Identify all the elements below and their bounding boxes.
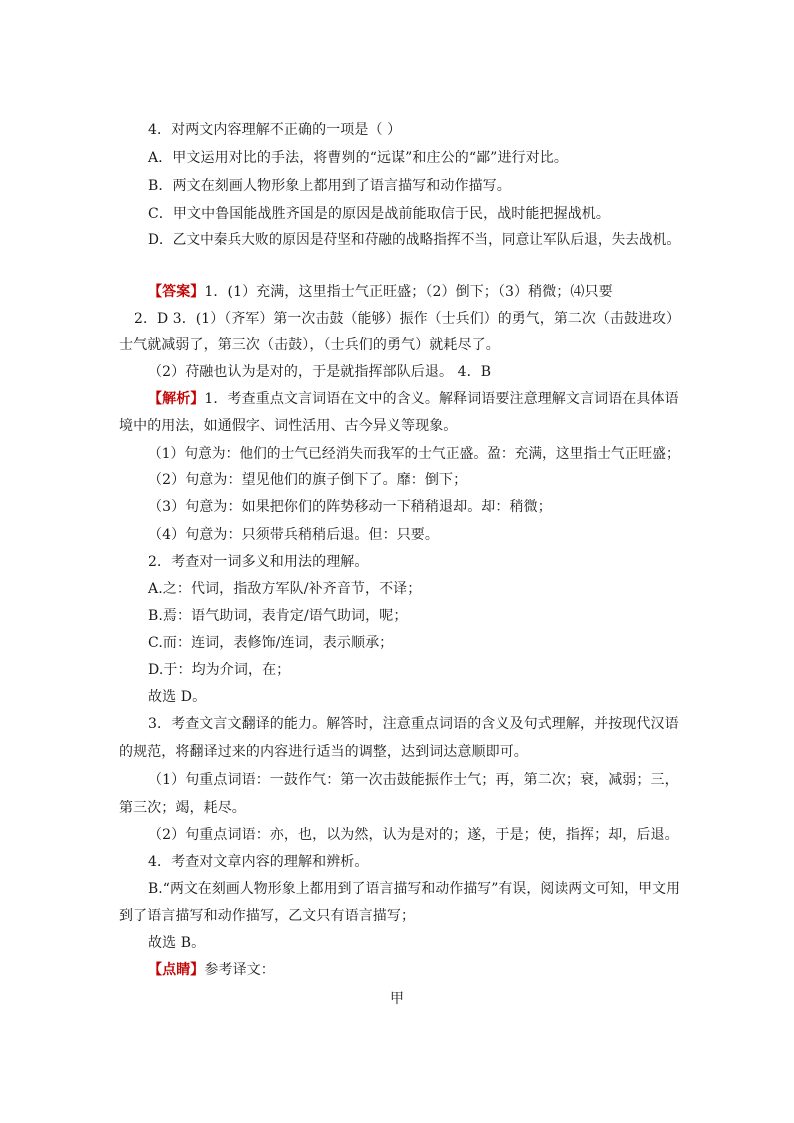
analysis-line-5: （3）句意为：如果把你们的阵势移动一下稍稍退却。却：稍微；	[148, 499, 552, 515]
analysis-line-16: 第三次；竭，耗尽。	[119, 800, 246, 816]
analysis-line-15: （1）句重点词语：一鼓作气：第一次击鼓能振作士气；再，第二次；衰，减弱；三，	[148, 772, 679, 788]
analysis-line-6: （4）句意为：只须带兵稍稍后退。但：只要。	[148, 527, 440, 543]
answer-text-1: 1．(1）充满，这里指士气正旺盛；（2）倒下；（3）稍微；⑷只要	[204, 284, 613, 300]
analysis-line-13: 3．考查文言文翻译的能力。解答时，注意重点词语的含义及句式理解，并按现代汉语	[148, 716, 679, 732]
analysis-line-2: 境中的用法，如通假字、词性活用、古今异义等现象。	[119, 418, 458, 434]
option-d: D．乙文中秦兵大败的原因是苻坚和苻融的战略指挥不当，同意让军队后退，失去战机。	[148, 232, 681, 248]
analysis-line-9: B.焉：语气助词，表肯定/语气助词，呢；	[148, 608, 408, 624]
analysis-line-19: B.“两文在刻画人物形象上都用到了语言描写和动作描写”有误，阅读两文可知，甲文用	[148, 881, 681, 897]
analysis-line-3: （1）句意为：他们的士气已经消失而我军的士气正盛。盈：充满，这里指士气正旺盛；	[148, 446, 680, 462]
analysis-tag: 【解析】	[148, 391, 205, 407]
analysis-line-18: 4．考查对文章内容的理解和辨析。	[148, 854, 369, 870]
analysis-line-4: （2）句意为：望见他们的旗子倒下了。靡：倒下；	[148, 472, 468, 488]
analysis-line-7: 2．考查对一词多义和用法的理解。	[148, 554, 369, 570]
pointer-tag: 【点睛】	[148, 962, 205, 978]
analysis-line-10: C.而：连词，表修饰/连词，表示顺承；	[148, 635, 394, 651]
option-c: C．甲文中鲁国能战胜齐国是的原因是战前能取信于民，战时能把握战机。	[148, 206, 611, 222]
answer-tag: 【答案】	[148, 284, 205, 300]
analysis-line-8: A.之：代词，指敌方军队/补齐音节，不译；	[148, 581, 422, 597]
analysis-line-11: D.于：均为介词，在；	[148, 662, 291, 678]
analysis-line-20: 到了语言描写和动作描写，乙文只有语言描写；	[119, 908, 416, 924]
answer-line-4: （2）苻融也认为是对的，于是就指挥部队后退。 4．B	[148, 364, 492, 380]
section-heading: 甲	[389, 991, 405, 1007]
analysis-line-1	[148, 390, 679, 408]
analysis-text-1: 1．考查重点文言词语在文中的含义。解释词语要注意理解文言词语在具体语	[204, 391, 679, 407]
pointer-text: 参考译文：	[204, 962, 275, 978]
analysis-line-14: 的规范，将翻译过来的内容进行适当的调整，达到词达意顺即可。	[119, 744, 528, 760]
option-a: A．甲文运用对比的手法，将曹刿的“远谋”和庄公的“鄙”进行对比。	[148, 150, 568, 166]
question-stem: 4．对两文内容理解不正确的一项是（ ）	[148, 122, 402, 138]
answer-line-2: 2．D 3．(1）（齐军）第一次击鼓（能够）振作（士兵们）的勇气，第二次（击鼓进攻）	[134, 311, 681, 327]
analysis-line-17: （2）句重点词语：亦，也，以为然，认为是对的；遂，于是；使，指挥；却，后退。	[148, 827, 679, 843]
analysis-line-12: 故选 D。	[148, 689, 207, 705]
option-b: B．两文在刻画人物形象上都用到了语言描写和动作描写。	[148, 178, 511, 194]
analysis-line-21: 故选 B。	[148, 935, 206, 951]
answer-line-3: 士气就减弱了，第三次（击鼓），（士兵们的勇气）就耗尽了。	[119, 337, 500, 353]
answer-line-1	[148, 283, 613, 301]
pointer-line	[148, 961, 275, 979]
